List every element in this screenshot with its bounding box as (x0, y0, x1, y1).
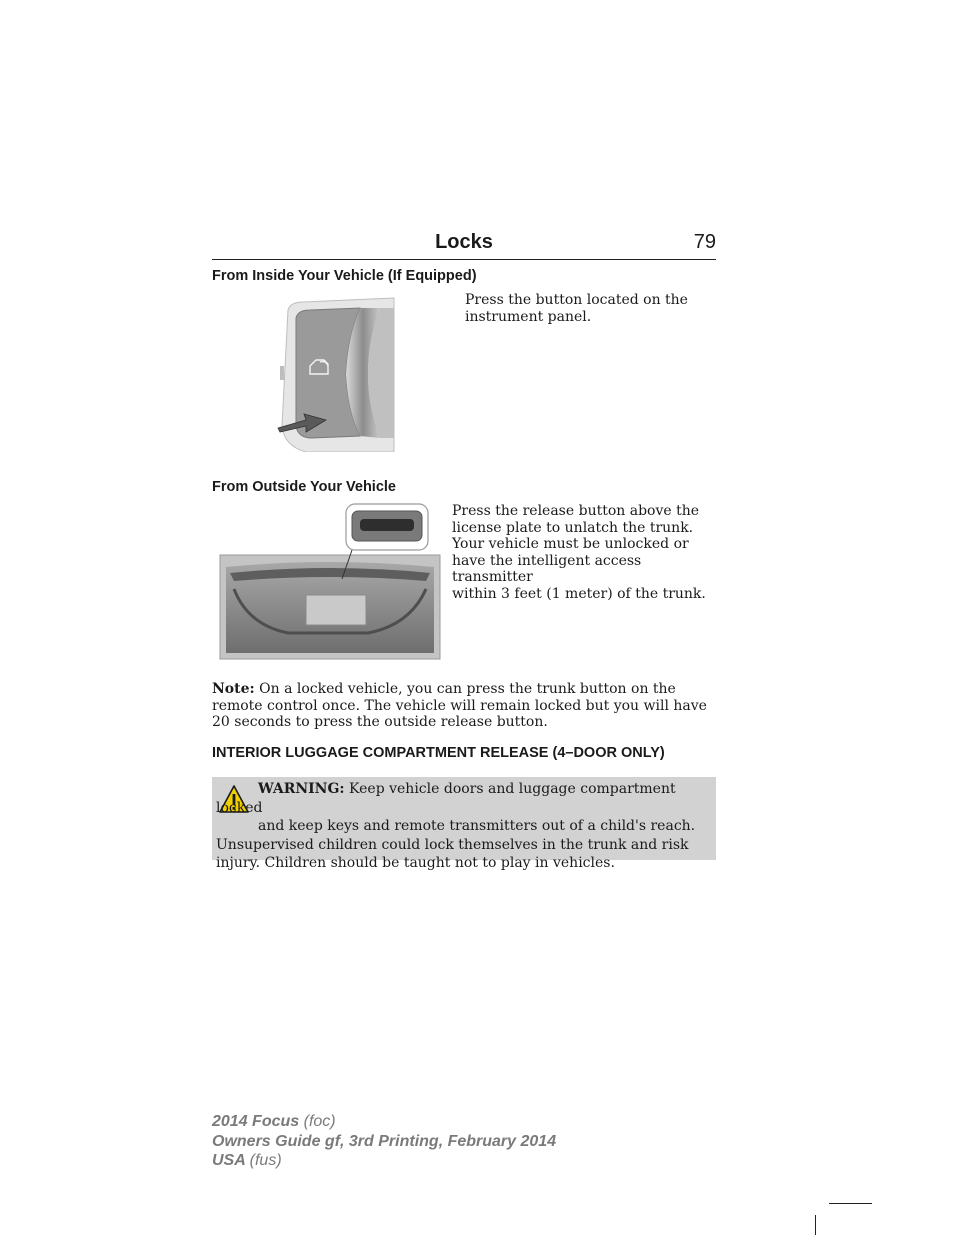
footer-model-code: (foc) (303, 1113, 336, 1130)
inside-line-2: instrument panel. (465, 308, 592, 325)
footer-region-code: (fus) (249, 1152, 282, 1169)
crop-mark-vertical (815, 1215, 816, 1235)
page-number: 79 (693, 231, 716, 253)
page-title: Locks (435, 231, 493, 253)
outside-line-4: have the intelligent access transmitter (452, 552, 642, 585)
outside-line-2: license plate to unlatch the trunk. (452, 519, 694, 536)
warning-box (212, 777, 716, 871)
footer-model: 2014 Focus (212, 1113, 300, 1130)
section-heading-interior-release: INTERIOR LUGGAGE COMPARTMENT RELEASE (4–DOOR ONLY) (212, 745, 665, 761)
warning-text (216, 780, 712, 873)
warning-line-2: and keep keys and remote transmitters out of a child's reach. (258, 818, 696, 834)
crop-mark-horizontal (829, 1203, 872, 1204)
note-line-3: 20 seconds to press the outside release button. (212, 714, 548, 730)
warning-line-4: injury. Children should be taught not to play in vehicles. (216, 855, 615, 871)
page-footer (212, 1112, 556, 1171)
footer-guide: Owners Guide gf, 3rd Printing, February 2014 (212, 1132, 557, 1150)
outside-instructions (452, 503, 716, 602)
warning-line-1: Keep vehicle doors and luggage compartment locked (216, 781, 676, 816)
note-paragraph (212, 681, 716, 731)
warning-line-3: Unsupervised children could lock themselves in the trunk and risk (216, 836, 689, 853)
note-line-2: remote control once. The vehicle will remain locked but you will have (212, 697, 707, 714)
page-header (212, 228, 716, 260)
note-label: Note: (212, 681, 255, 697)
inside-instructions (465, 292, 715, 325)
outside-line-3: Your vehicle must be unlocked or (452, 536, 689, 552)
trunk-release-button-illustration (218, 503, 442, 661)
outside-line-5: within 3 feet (1 meter) of the trunk. (452, 585, 706, 602)
warning-label: WARNING: (258, 781, 345, 797)
outside-line-1: Press the release button above the (452, 503, 700, 519)
footer-region: USA (212, 1152, 246, 1169)
section-heading-inside: From Inside Your Vehicle (If Equipped) (212, 268, 477, 284)
inside-line-1: Press the button located on the (465, 292, 688, 308)
section-heading-outside: From Outside Your Vehicle (212, 479, 396, 495)
instrument-panel-trunk-button-illustration (276, 296, 404, 452)
note-line-1: On a locked vehicle, you can press the trunk button on the (259, 681, 676, 697)
